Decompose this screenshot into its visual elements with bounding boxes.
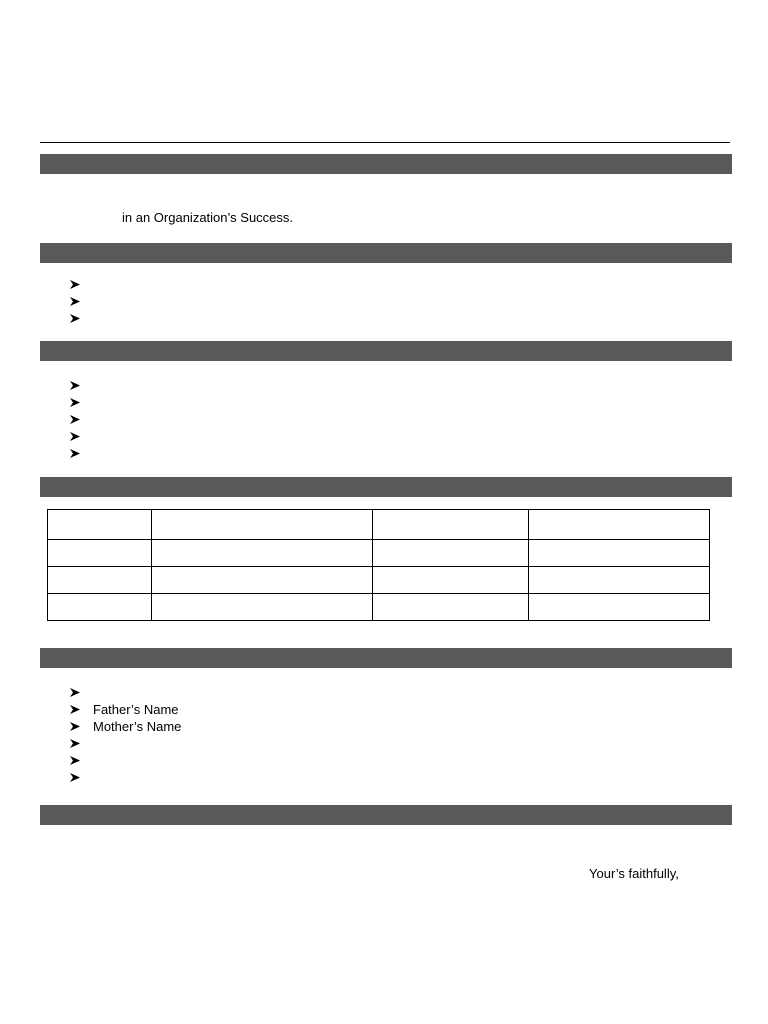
mothers-name-label: Mother’s Name bbox=[93, 719, 182, 734]
table-cell bbox=[152, 510, 373, 540]
table-cell bbox=[48, 567, 152, 594]
table-cell bbox=[373, 594, 529, 621]
section-bar-skills bbox=[40, 341, 732, 361]
table-cell bbox=[529, 594, 710, 621]
arrowhead-bullet-icon bbox=[70, 310, 80, 327]
table-row bbox=[48, 510, 710, 540]
education-table bbox=[47, 509, 710, 621]
table-cell bbox=[373, 540, 529, 567]
table-cell bbox=[529, 567, 710, 594]
arrowhead-bullet-icon bbox=[70, 684, 80, 701]
arrowhead-bullet-icon bbox=[70, 394, 80, 411]
table-cell bbox=[152, 540, 373, 567]
arrowhead-bullet-icon bbox=[70, 769, 80, 786]
section-bar-education bbox=[40, 477, 732, 497]
arrowhead-bullet-icon bbox=[70, 276, 80, 293]
arrowhead-bullet-icon bbox=[70, 701, 80, 718]
table-cell bbox=[152, 567, 373, 594]
arrowhead-bullet-icon bbox=[70, 293, 80, 310]
table-row bbox=[48, 567, 710, 594]
table-cell bbox=[48, 594, 152, 621]
arrowhead-bullet-icon bbox=[70, 445, 80, 462]
section-bar-objective bbox=[40, 154, 732, 174]
arrowhead-bullet-icon bbox=[70, 752, 80, 769]
arrowhead-bullet-icon bbox=[70, 718, 80, 735]
objective-text: in an Organization’s Success. bbox=[122, 210, 294, 225]
arrowhead-bullet-icon bbox=[70, 735, 80, 752]
table-row bbox=[48, 540, 710, 567]
arrowhead-bullet-icon bbox=[70, 377, 80, 394]
table-cell bbox=[373, 510, 529, 540]
table-row bbox=[48, 594, 710, 621]
section-bar-personal bbox=[40, 648, 732, 668]
table-cell bbox=[152, 594, 373, 621]
table-cell bbox=[529, 540, 710, 567]
table-cell bbox=[529, 510, 710, 540]
arrowhead-bullet-icon bbox=[70, 428, 80, 445]
fathers-name-label: Father’s Name bbox=[93, 702, 179, 717]
table-cell bbox=[48, 540, 152, 567]
arrowhead-bullet-icon bbox=[70, 411, 80, 428]
section-bar-strengths bbox=[40, 243, 732, 263]
section-bar-declaration bbox=[40, 805, 732, 825]
table-cell bbox=[373, 567, 529, 594]
header-rule bbox=[40, 142, 730, 143]
table-cell bbox=[48, 510, 152, 540]
closing-signoff: Your’s faithfully, bbox=[589, 866, 679, 881]
